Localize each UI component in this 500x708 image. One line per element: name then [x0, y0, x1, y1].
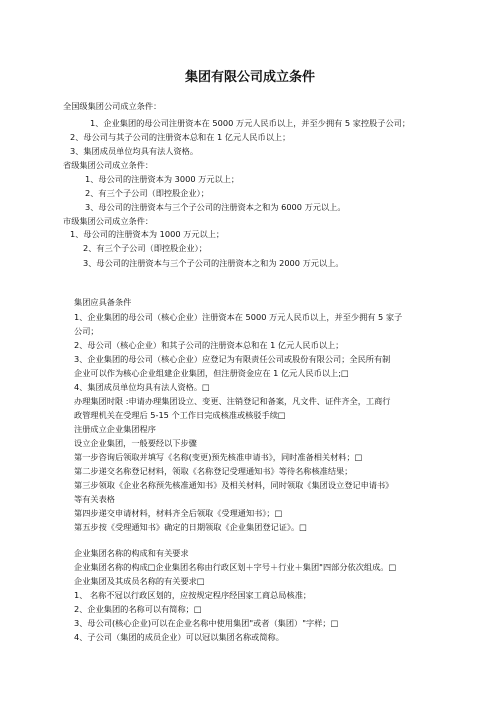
naming-line: 1、 名称不冠以行政区划的，应按规定程序经国家工商总局核准； — [74, 590, 312, 600]
naming-line: 企业集团及其成员名称的有关要求□ — [74, 576, 205, 586]
procedure-line: 注册成立企业集团程序 — [74, 424, 156, 434]
provincial-item-1: 1、母公司的注册资本为 3000 万元以上； — [85, 174, 240, 184]
naming-line: 企业集团名称的构成和有关要求 — [74, 548, 189, 558]
procedure-line: 第五步按《受理通知书》确定的日期领取《企业集团登记证》。□ — [74, 522, 307, 532]
requirements-line: 4、集团成员单位均具有法人资格。□ — [74, 382, 210, 392]
naming-line: 企业集团名称的构成□企业集团名称由行政区划＋字号＋行业＋集团"四部分依次组成。□ — [74, 562, 397, 572]
requirements-line: 2、母公司（核心企业）和其子公司的注册资本总和在 1 亿元人民币以上； — [74, 340, 344, 350]
section-heading-municipal: 市级集团公司成立条件： — [63, 216, 154, 226]
procedure-line: 办理集团时限 :申请办理集团设立、变更、注销登记和备案，凡文件、证件齐全，工商行 — [74, 396, 391, 406]
section-heading-requirements: 集团应具备条件 — [74, 297, 132, 307]
requirements-line: 1、企业集团的母公司（核心企业）注册资本在 5000 万元人民币以上，并至少拥有 5 家子 — [74, 312, 403, 322]
section-heading-national: 全国级集团公司成立条件： — [63, 101, 162, 111]
municipal-item-3: 3、母公司的注册资本与三个子公司的注册资本之和为 2000 万元以上。 — [83, 258, 344, 268]
municipal-item-1: 1、母公司的注册资本为 1000 万元以上； — [70, 229, 225, 239]
procedure-line: 设立企业集团，一般要经以下步骤 — [74, 438, 197, 448]
procedure-line: 等有关表格 — [74, 494, 115, 504]
procedure-line: 第二步递交名称登记材料，领取《名称登记受理通知书》等待名称核准结果； — [74, 466, 353, 476]
procedure-line: 政管理机关在受理后 5-15 个工作日完成核准或核驳手续□ — [74, 410, 286, 420]
national-item-2: 2、母公司与其子公司的注册资本总和在 1 亿元人民币以上； — [70, 132, 291, 142]
provincial-item-2: 2、有三个子公司（即控股企业）； — [85, 188, 209, 198]
document-title: 集团有限公司成立条件 — [184, 70, 315, 85]
naming-line: 4、子公司（集团的成员企业）可以冠以集团名称或简称。 — [74, 632, 284, 642]
national-item-1: 1、企业集团的母公司注册资本在 5000 万元人民币以上，并至少拥有 5 家控股子公司； — [90, 118, 411, 128]
naming-line: 2、企业集团的名称可以有简称；□ — [74, 604, 202, 614]
procedure-line: 第三步领取《企业名称预先核准通知书》及相关材料，同时领取《集团设立登记申请书》 — [74, 480, 394, 490]
national-item-3: 3、集团成员单位均具有法人资格。 — [70, 146, 199, 156]
requirements-line: 3、企业集团的母公司（核心企业）应登记为有限责任公司或股份有限公司；全民所有制 — [74, 354, 391, 364]
provincial-item-3: 3、母公司的注册资本与三个子公司的注册资本之和为 6000 万元以上。 — [85, 202, 346, 212]
municipal-item-2: 2、有三个子公司（即控股企业）； — [83, 243, 207, 253]
procedure-line: 第一步咨询后领取并填写《名称(变更)预先核准申请书》，同时准备相关材料；□ — [74, 452, 363, 462]
naming-line: 3、母公司(核心企业)可以在企业名称中使用集团"或者（集团）"字样；□ — [74, 618, 339, 628]
section-heading-provincial: 省级集团公司成立条件： — [63, 160, 154, 170]
procedure-line: 第四步递交申请材料，材料齐全后领取《受理通知书》；□ — [74, 508, 283, 518]
requirements-line: 企业可以作为核心企业组建企业集团，但注册资金应在 1 亿元人民币以上;□ — [74, 368, 349, 378]
requirements-line: 公司； — [74, 326, 99, 336]
